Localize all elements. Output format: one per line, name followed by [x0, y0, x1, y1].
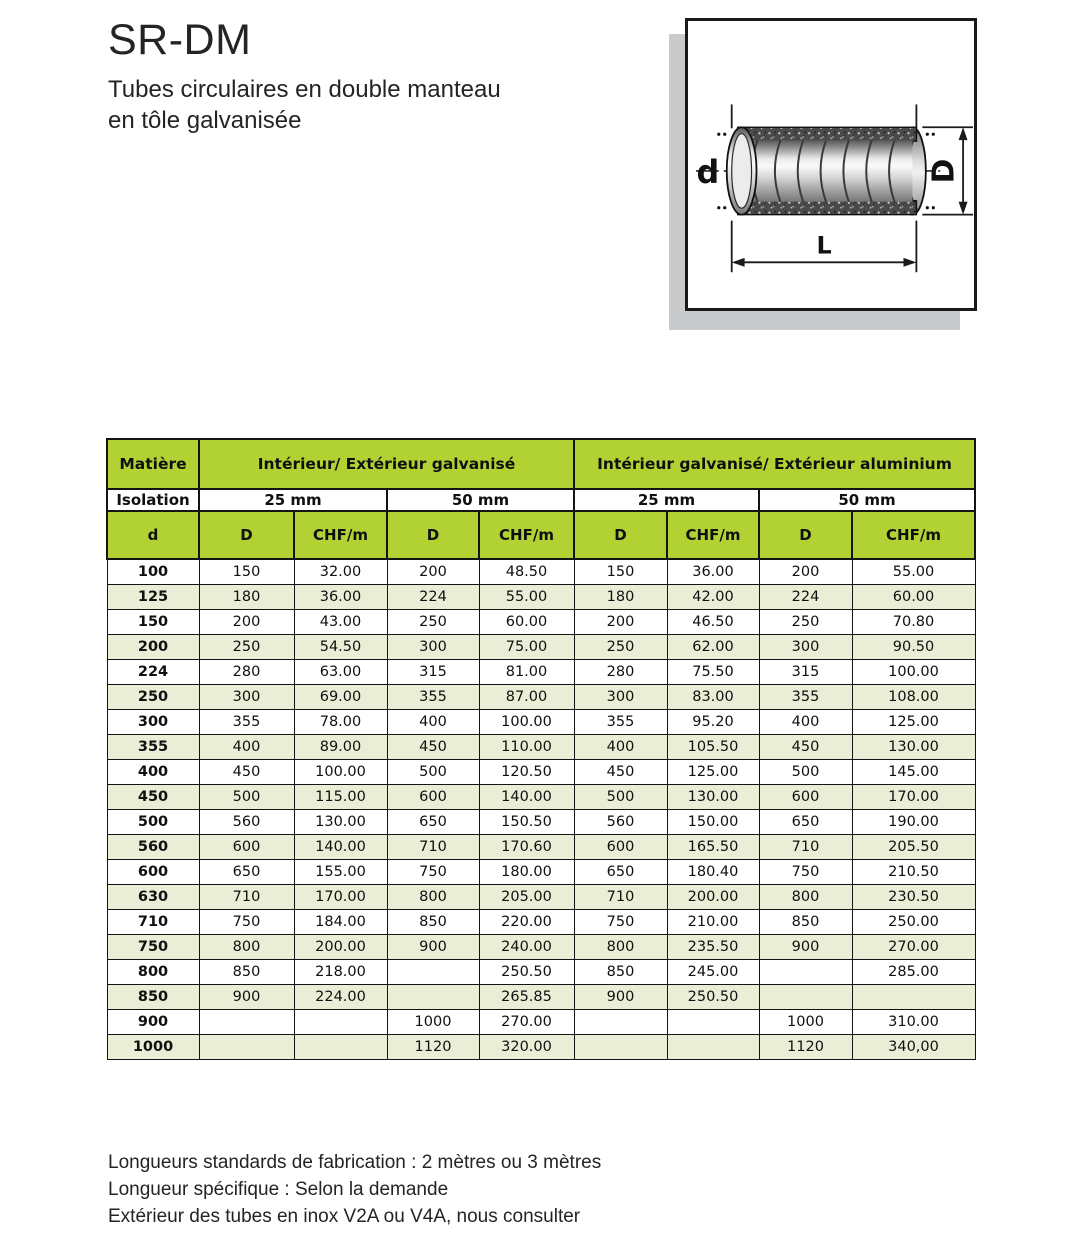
cell-diameter-d: 200: [107, 634, 199, 659]
table-row: [107, 634, 975, 659]
cell: 150: [574, 559, 667, 584]
table-row: [107, 784, 975, 809]
cell: 800: [759, 884, 852, 909]
title-block: [108, 16, 501, 136]
cell: 60.00: [479, 609, 574, 634]
page-subtitle: [108, 74, 501, 136]
cell: [199, 1034, 294, 1059]
cell-diameter-d: 355: [107, 734, 199, 759]
cell: 78.00: [294, 709, 387, 734]
cell: 90.50: [852, 634, 975, 659]
cell: 400: [759, 709, 852, 734]
cell: 710: [199, 884, 294, 909]
cell: [667, 1009, 759, 1034]
cell: 180.00: [479, 859, 574, 884]
cell: 140.00: [479, 784, 574, 809]
footer-note-line2: Longueur spécifique : Selon la demande: [108, 1179, 449, 1200]
header-col-D1: D: [199, 511, 294, 559]
cell-diameter-d: 400: [107, 759, 199, 784]
cell: 95.20: [667, 709, 759, 734]
cell-diameter-d: 250: [107, 684, 199, 709]
cell-diameter-d: 710: [107, 909, 199, 934]
cell: 210.50: [852, 859, 975, 884]
header-group-galvanise: Intérieur/ Extérieur galvanisé: [199, 439, 574, 489]
cell: 110.00: [479, 734, 574, 759]
tube-metal-body: [740, 140, 913, 202]
cell: 300: [199, 684, 294, 709]
page-subtitle-line1: Tubes circulaires en double manteau: [108, 76, 501, 103]
cell: 150.50: [479, 809, 574, 834]
cell-diameter-d: 100: [107, 559, 199, 584]
cell: 250: [199, 634, 294, 659]
table-row: [107, 609, 975, 634]
cell: 83.00: [667, 684, 759, 709]
cell: 250.50: [667, 984, 759, 1009]
cell: 46.50: [667, 609, 759, 634]
cell: 180: [574, 584, 667, 609]
table-row: [107, 709, 975, 734]
cell: 450: [759, 734, 852, 759]
cell: 850: [759, 909, 852, 934]
cell: 210.00: [667, 909, 759, 934]
table-row: [107, 809, 975, 834]
L-arrow-right: [903, 258, 916, 267]
header-col-chf3: CHF/m: [667, 511, 759, 559]
cell: 850: [574, 959, 667, 984]
cell: 450: [574, 759, 667, 784]
insulation-bottom-band: [738, 201, 917, 215]
tube-left-end-opening: [732, 134, 752, 208]
cell: 800: [387, 884, 479, 909]
cell: 200: [759, 559, 852, 584]
table-row: [107, 684, 975, 709]
cell: 60.00: [852, 584, 975, 609]
page-subtitle-line2: en tôle galvanisée: [108, 107, 302, 134]
cell: 750: [199, 909, 294, 934]
cell: 250.50: [479, 959, 574, 984]
price-table-body: [107, 559, 975, 1059]
cell: 1000: [759, 1009, 852, 1034]
cell: 340,00: [852, 1034, 975, 1059]
cell: 224: [387, 584, 479, 609]
footer-notes: [108, 1149, 601, 1230]
cell-diameter-d: 224: [107, 659, 199, 684]
label-L: L: [816, 231, 832, 260]
cell: 265.85: [479, 984, 574, 1009]
cell: 100.00: [852, 659, 975, 684]
cell: 600: [759, 784, 852, 809]
cell-diameter-d: 300: [107, 709, 199, 734]
cell: 500: [387, 759, 479, 784]
cell: 70.80: [852, 609, 975, 634]
header-col-D4: D: [759, 511, 852, 559]
cell-diameter-d: 800: [107, 959, 199, 984]
cell: 63.00: [294, 659, 387, 684]
cell: 69.00: [294, 684, 387, 709]
header-iso-25mm-left: 25 mm: [199, 489, 387, 511]
cell: [759, 959, 852, 984]
cell: 300: [759, 634, 852, 659]
cell: 200.00: [294, 934, 387, 959]
cell: 55.00: [479, 584, 574, 609]
cell: 500: [574, 784, 667, 809]
L-arrow-left: [732, 258, 745, 267]
cell-diameter-d: 900: [107, 1009, 199, 1034]
cell: 500: [759, 759, 852, 784]
cell: 500: [199, 784, 294, 809]
cell: 130.00: [294, 809, 387, 834]
cell: 710: [387, 834, 479, 859]
cell: 150: [199, 559, 294, 584]
table-row: [107, 984, 975, 1009]
page-title: SR-DM: [108, 16, 252, 64]
cell: 315: [387, 659, 479, 684]
cell: 250: [759, 609, 852, 634]
cell: 650: [387, 809, 479, 834]
label-d: d: [696, 154, 720, 191]
cell: 280: [574, 659, 667, 684]
cell: 600: [199, 834, 294, 859]
price-table: [106, 438, 976, 1060]
cell: 140.00: [294, 834, 387, 859]
cell: 355: [759, 684, 852, 709]
tube-diagram-drawing: [688, 21, 974, 308]
table-row: [107, 659, 975, 684]
cell: 1120: [387, 1034, 479, 1059]
cell: 750: [387, 859, 479, 884]
cell: 400: [574, 734, 667, 759]
cell: 850: [387, 909, 479, 934]
cell: [852, 984, 975, 1009]
table-row: [107, 909, 975, 934]
cell: 450: [199, 759, 294, 784]
cell: 170.00: [852, 784, 975, 809]
cell-diameter-d: 630: [107, 884, 199, 909]
cell: 310.00: [852, 1009, 975, 1034]
cell: 400: [387, 709, 479, 734]
cell-diameter-d: 500: [107, 809, 199, 834]
cell: 240.00: [479, 934, 574, 959]
cell: 650: [574, 859, 667, 884]
cell: [387, 984, 479, 1009]
cell: 1120: [759, 1034, 852, 1059]
header-iso-50mm-right: 50 mm: [759, 489, 975, 511]
cell: 900: [199, 984, 294, 1009]
table-row: [107, 884, 975, 909]
table-row: [107, 559, 975, 584]
cell-diameter-d: 1000: [107, 1034, 199, 1059]
header-col-d: d: [107, 511, 199, 559]
cell: 180: [199, 584, 294, 609]
label-D: D: [926, 158, 962, 184]
cell: 48.50: [479, 559, 574, 584]
cell: 355: [574, 709, 667, 734]
header-group-aluminium: Intérieur galvanisé/ Extérieur aluminium: [574, 439, 975, 489]
table-row: [107, 759, 975, 784]
cell: 650: [759, 809, 852, 834]
cell: 355: [199, 709, 294, 734]
cell: 850: [199, 959, 294, 984]
header-iso-25mm-right: 25 mm: [574, 489, 759, 511]
cell: 100.00: [294, 759, 387, 784]
table-row: [107, 734, 975, 759]
cell: [759, 984, 852, 1009]
header-col-chf4: CHF/m: [852, 511, 975, 559]
cell: 205.50: [852, 834, 975, 859]
cell: 250.00: [852, 909, 975, 934]
cell: 1000: [387, 1009, 479, 1034]
cell: 130.00: [852, 734, 975, 759]
cell: 355: [387, 684, 479, 709]
cell-diameter-d: 850: [107, 984, 199, 1009]
cell: 750: [759, 859, 852, 884]
cell: 150.00: [667, 809, 759, 834]
cell: 81.00: [479, 659, 574, 684]
cell: 125.00: [667, 759, 759, 784]
cell: 710: [574, 884, 667, 909]
footer-note-line1: Longueurs standards de fabrication : 2 mètres ou 3 mètres: [108, 1152, 602, 1173]
table-row: [107, 1034, 975, 1059]
cell: 62.00: [667, 634, 759, 659]
cell: 190.00: [852, 809, 975, 834]
cell: 900: [574, 984, 667, 1009]
cell: 224.00: [294, 984, 387, 1009]
tube-diagram: [685, 18, 977, 311]
cell: 100.00: [479, 709, 574, 734]
cell: 75.50: [667, 659, 759, 684]
cell: [667, 1034, 759, 1059]
cell: [574, 1009, 667, 1034]
table-row: [107, 834, 975, 859]
cell: 43.00: [294, 609, 387, 634]
cell: 600: [574, 834, 667, 859]
header-row-columns: [107, 511, 975, 559]
cell: 115.00: [294, 784, 387, 809]
cell: 600: [387, 784, 479, 809]
cell: 75.00: [479, 634, 574, 659]
cell: 230.50: [852, 884, 975, 909]
cell: 170.60: [479, 834, 574, 859]
cell-diameter-d: 750: [107, 934, 199, 959]
cell-diameter-d: 125: [107, 584, 199, 609]
cell: 650: [199, 859, 294, 884]
cell: 400: [199, 734, 294, 759]
cell: 155.00: [294, 859, 387, 884]
cell: 220.00: [479, 909, 574, 934]
cell-diameter-d: 150: [107, 609, 199, 634]
cell: 54.50: [294, 634, 387, 659]
header-col-chf1: CHF/m: [294, 511, 387, 559]
cell: [199, 1009, 294, 1034]
header-col-chf2: CHF/m: [479, 511, 574, 559]
cell: 560: [574, 809, 667, 834]
cell: 200.00: [667, 884, 759, 909]
cell: 280: [199, 659, 294, 684]
cell: 89.00: [294, 734, 387, 759]
table-row: [107, 1009, 975, 1034]
cell: 300: [387, 634, 479, 659]
cell: 300: [574, 684, 667, 709]
cell: 180.40: [667, 859, 759, 884]
cell: 250: [387, 609, 479, 634]
cell: 36.00: [294, 584, 387, 609]
cell: 130.00: [667, 784, 759, 809]
header-col-D3: D: [574, 511, 667, 559]
header-col-D2: D: [387, 511, 479, 559]
table-row: [107, 859, 975, 884]
cell: 750: [574, 909, 667, 934]
cell: 245.00: [667, 959, 759, 984]
cell: 900: [387, 934, 479, 959]
cell: 36.00: [667, 559, 759, 584]
table-row: [107, 959, 975, 984]
cell: 165.50: [667, 834, 759, 859]
header-matiere: Matière: [107, 439, 199, 489]
cell: 450: [387, 734, 479, 759]
cell: [294, 1009, 387, 1034]
cell: 108.00: [852, 684, 975, 709]
cell: 270.00: [852, 934, 975, 959]
cell-diameter-d: 450: [107, 784, 199, 809]
footer-note-line3: Extérieur des tubes en inox V2A ou V4A, nous consulter: [108, 1206, 581, 1227]
header-row-isolation: [107, 489, 975, 511]
cell: [387, 959, 479, 984]
cell: 170.00: [294, 884, 387, 909]
cell: 145.00: [852, 759, 975, 784]
cell: 224: [759, 584, 852, 609]
header-isolation: Isolation: [107, 489, 199, 511]
cell: 285.00: [852, 959, 975, 984]
cell: 250: [574, 634, 667, 659]
header-iso-50mm-left: 50 mm: [387, 489, 574, 511]
cell: 55.00: [852, 559, 975, 584]
cell: 200: [387, 559, 479, 584]
D-arrow-up: [959, 127, 968, 140]
cell: 87.00: [479, 684, 574, 709]
cell: 235.50: [667, 934, 759, 959]
cell: 315: [759, 659, 852, 684]
cell: 320.00: [479, 1034, 574, 1059]
cell: 560: [199, 809, 294, 834]
cell: [294, 1034, 387, 1059]
D-arrow-down: [959, 202, 968, 215]
cell: 800: [199, 934, 294, 959]
insulation-top-band: [738, 127, 917, 141]
table-row: [107, 934, 975, 959]
cell: 32.00: [294, 559, 387, 584]
cell: 218.00: [294, 959, 387, 984]
cell: 200: [199, 609, 294, 634]
cell-diameter-d: 560: [107, 834, 199, 859]
cell: 125.00: [852, 709, 975, 734]
cell: 710: [759, 834, 852, 859]
table-row: [107, 584, 975, 609]
cell: 900: [759, 934, 852, 959]
header-row-material: [107, 439, 975, 489]
cell-diameter-d: 600: [107, 859, 199, 884]
cell: 205.00: [479, 884, 574, 909]
cell: 42.00: [667, 584, 759, 609]
cell: [574, 1034, 667, 1059]
cell: 200: [574, 609, 667, 634]
cell: 800: [574, 934, 667, 959]
cell: 120.50: [479, 759, 574, 784]
cell: 270.00: [479, 1009, 574, 1034]
cell: 105.50: [667, 734, 759, 759]
cell: 184.00: [294, 909, 387, 934]
